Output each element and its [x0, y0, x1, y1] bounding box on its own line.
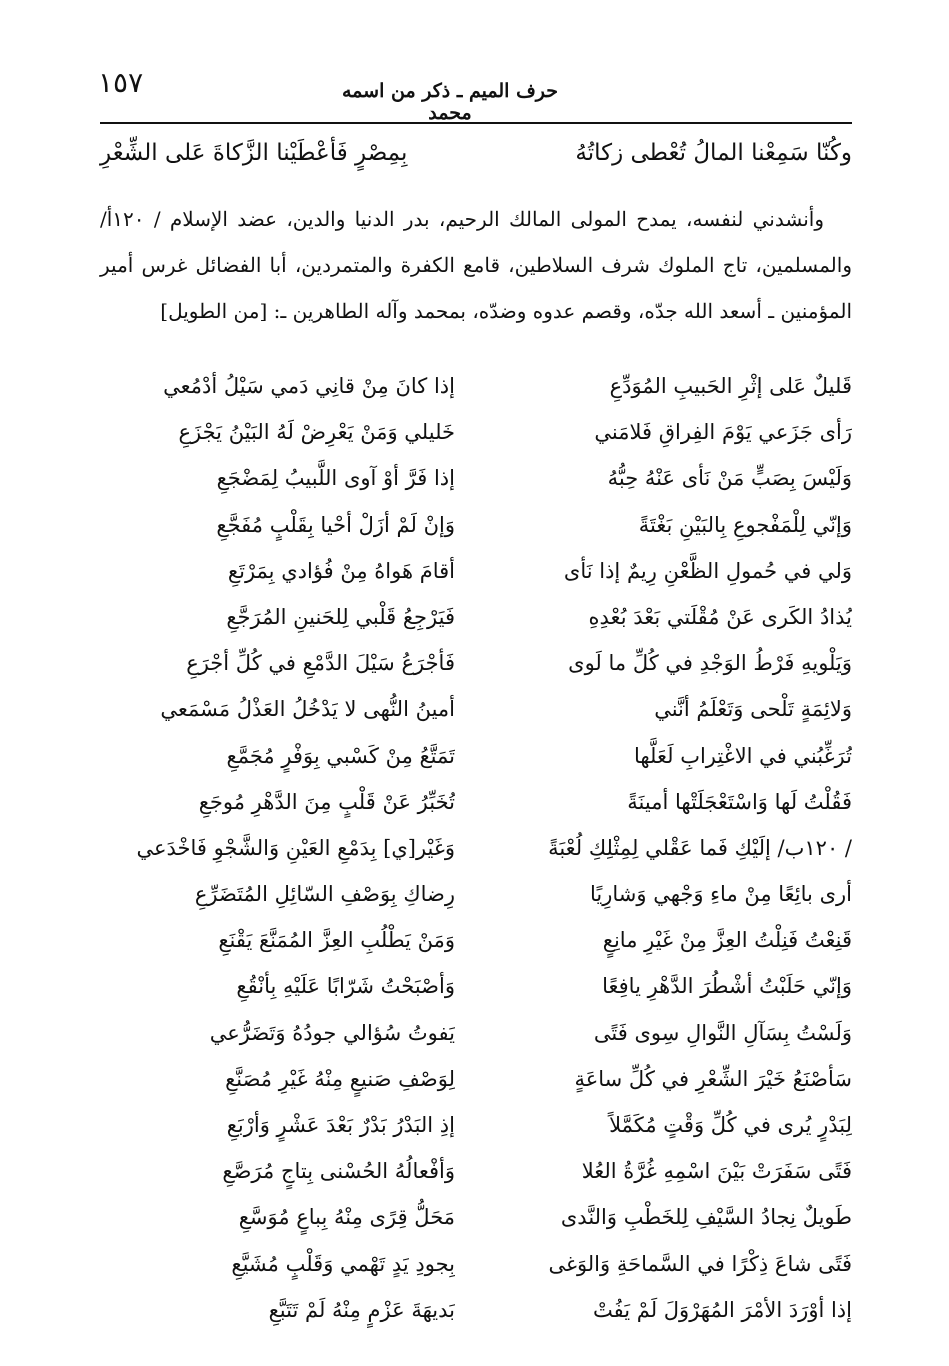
poem-verse: [100, 874, 852, 920]
verse-first-hemistich: فَتًى شاعَ ذِكْرًا في السَّماحَةِ وَالوَغى: [548, 1251, 852, 1276]
verse-second-hemistich: إذا كانَ مِنْ قانِي دَمي سَيْلُ أدْمُعي: [163, 374, 455, 398]
verse-first-hemistich: فَقُلْتُ لَها وَاسْتَعْجَلَتْها أمينَةً: [627, 789, 852, 814]
verse-second-hemistich: بِجودِ يَدٍ تَهْمي وَقَلْبٍ مُشَيَّعِ: [231, 1251, 455, 1276]
verse-second-hemistich: أمينُ النُّهى لا يَدْخُلُ العَذْلُ مَسْمَعي: [160, 697, 455, 722]
verse-second-hemistich: رِضاكِ بِوَصْفِ السّائِلِ المُتَضَرِّعِ: [194, 882, 455, 907]
verse-second-hemistich: إذا فَرَّ أوْ آوى اللَّبيبُ لِمَضْجَعِ: [216, 466, 455, 491]
poem-verse: [100, 1244, 852, 1290]
verse-second-hemistich: لِوَصْفِ صَنيعٍ مِنْهُ غَيْرِ مُصَنَّعِ: [225, 1066, 455, 1091]
verse-first-hemistich: سَأصْنَعُ خَيْرَ الشِّعْرِ في كُلِّ ساعَةٍ: [574, 1066, 852, 1091]
verse-first-hemistich: وَلي في حُمولِ الظَّعْنِ رِيمٌ إذا نَأى: [563, 558, 852, 583]
verse-second-hemistich: يَفوتُ سُؤالي جودُهُ وَتَضَرُّعي: [209, 1020, 455, 1045]
verse-first-hemistich: وَلَيْسَ بِصَبٍّ مَنْ نَأى عَنْهُ حِبُّهُ: [607, 466, 852, 491]
poem-verse: [100, 966, 852, 1012]
poem-verse: [100, 1290, 852, 1336]
verse-first-hemistich: أرى بائِعًا مِنْ ماءِ وَجْهي وَشارِيًا: [590, 882, 852, 907]
verse-first-hemistich: وَإنّي لِلْمَفْجوعِ بِالبَيْنِ بَغْتَةً: [638, 512, 852, 537]
verse-second-hemistich: أقامَ هَواهُ مِنْ فُؤادي بِمَرْتَعِ: [227, 558, 455, 583]
verse-second-hemistich: إذِ البَدْرُ بَدْرٌ بَعْدَ عَشْرٍ وَأرْبَعِ: [226, 1113, 455, 1137]
verse-first-hemistich: وَلَسْتُ بِسَآلِ النَّوالِ سِوى فَتًى: [593, 1020, 852, 1045]
verse-second-hemistich: تَمَتَّعُ مِنْ كَسْبي بِوَفْرٍ مُجَمَّعِ: [226, 743, 455, 768]
opening-verse: [100, 140, 852, 180]
poem-verse: [100, 1059, 852, 1105]
poem-verse: [100, 505, 852, 551]
poem-verse: [100, 551, 852, 597]
poem-verse: [100, 458, 852, 504]
verse-second-hemistich: مَحَلُّ قِرًى مِنْهُ بِباعٍ مُوَسَّعِ: [238, 1205, 455, 1230]
verse-first-hemistich: إذا أوْرَدَ الأمْرَ المُهَرْوَلَ لَمْ يَفُتْ: [592, 1297, 852, 1322]
verse-first-hemistich: وَيَلْويهِ فَرْطُ الوَجْدِ في كُلِّ ما لَوى: [568, 651, 852, 676]
verse-first-hemistich: قَليلٌ عَلى إثْرِ الحَبيبِ المُوَدِّعِ: [609, 374, 852, 398]
verse-second-hemistich: وَأفْعالُهُ الحُسْنى بِتاجٍ مُرَصَّعِ: [222, 1159, 455, 1184]
verse-first-hemistich: لِبَدْرٍ يُرى في كُلِّ وَقْتٍ مُكَمَّلاً: [609, 1113, 852, 1137]
page-number: ١٥٧: [98, 66, 144, 99]
poem-verse: [100, 828, 852, 874]
verse-first-hemistich: وَإنّي حَلَبْتُ أشْطُرَ الدَّهْرِ يافِعًا: [602, 974, 852, 999]
opening-verse-first-hemistich: وكُنّا سَمِعْنا المالُ تُعْطى زكاتُهُ: [575, 140, 852, 166]
poem-verse: [100, 366, 852, 412]
poem-verse: [100, 597, 852, 643]
verse-second-hemistich: فَأجْرَعُ سَيْلَ الدَّمْعِ في كُلِّ أجْرَعِ: [186, 651, 455, 676]
poem-verse: [100, 1197, 852, 1243]
poem-verse: [100, 689, 852, 735]
verse-first-hemistich: وَلائِمَةٍ تَلْحى وَتَعْلَمُ أنَّني: [654, 697, 852, 722]
poem-verse: [100, 1151, 852, 1197]
verse-second-hemistich: وَإنْ لَمْ أزَلْ أحْيا بِقَلْبٍ مُفَجَّعِ: [216, 512, 455, 537]
verse-second-hemistich: وَأصْبَحْتُ شَرّابًا عَلَيْهِ بِأنْقُعِ: [236, 974, 455, 999]
poem-verse: [100, 782, 852, 828]
prose-introduction: [100, 196, 852, 334]
poem-verse: [100, 920, 852, 966]
running-head: حرف الميم ـ ذكر من اسمه محمد: [342, 80, 558, 124]
prose-paragraph: وأنشدني لنفسه، يمدح المولى المالك الرحيم، بدر الدنيا والدين، عضد الإسلام / ١٢٠أ/ والمسلمين، تاج الملوك شرف السلاطين، قامع الكفرة والمتمردين، أبا الفضائل غرس أمير المؤمنين ـ أسعد الله جدّه، وقصم عدوه وضدّه، بمحمد وآله الطاهرين ـ: [من الطويل]: [100, 207, 852, 323]
verse-first-hemistich: / ١٢٠ب/ إلَيْكِ فَما عَقْلي لِمِثْلِكِ لُعْبَةً: [548, 835, 852, 860]
poem-verse: [100, 736, 852, 782]
verse-first-hemistich: تُرَغِّبُني في الاغْتِرابِ لَعَلَّها: [633, 743, 852, 768]
verse-second-hemistich: تُخَبِّرُ عَنْ قَلْبٍ مِنَ الدَّهْرِ مُوجَعِ: [198, 789, 455, 814]
verse-second-hemistich: فَيَرْجِعُ قَلْبي لِلحَنينِ المُرَجَّعِ: [226, 604, 455, 629]
poem-verse: [100, 643, 852, 689]
header-rule: [100, 122, 852, 124]
verse-second-hemistich: خَليلي وَمَنْ يَعْرِضْ لَهُ البَيْنُ يَجْزَعِ: [178, 420, 455, 445]
verse-first-hemistich: قَنِعْتُ فَنِلْتُ العِزَّ مِنْ غَيْرِ مانِعٍ: [602, 928, 852, 953]
verse-second-hemistich: بَديهَةَ عَزْمٍ مِنْهُ لَمْ تَتَبَّعِ: [268, 1297, 455, 1322]
poem: [100, 366, 852, 1336]
poem-verse: [100, 1013, 852, 1059]
poem-verse: [100, 412, 852, 458]
poem-verse: [100, 1105, 852, 1151]
verse-first-hemistich: طَويلٌ نِجادُ السَّيْفِ لِلخَطْبِ وَالنَّدى: [560, 1205, 852, 1230]
verse-first-hemistich: فَتًى سَفَرَتْ بَيْنَ اسْمِهِ غُرَّةُ العُلا: [581, 1159, 852, 1184]
verse-second-hemistich: وَغَيْر[ي] بِدَمْعِ العَيْنِ وَالشَّجْوِ فَاخْدَعي: [136, 835, 455, 860]
opening-verse-second-hemistich: بِمِصْرٍ فَأعْطَيْنا الزَّكاةَ عَلى الشِّعْرِ: [100, 140, 408, 166]
verse-second-hemistich: وَمَنْ يَطْلُبِ العِزَّ المُمَنَّعَ يَقْنَعِ: [218, 928, 455, 953]
verse-first-hemistich: رَأى جَزَعي يَوْمَ الفِراقِ فَلامَني: [594, 420, 852, 445]
verse-first-hemistich: يُذادُ الكَرى عَنْ مُقْلَتي بَعْدَ بُعْدِهِ: [588, 604, 852, 629]
